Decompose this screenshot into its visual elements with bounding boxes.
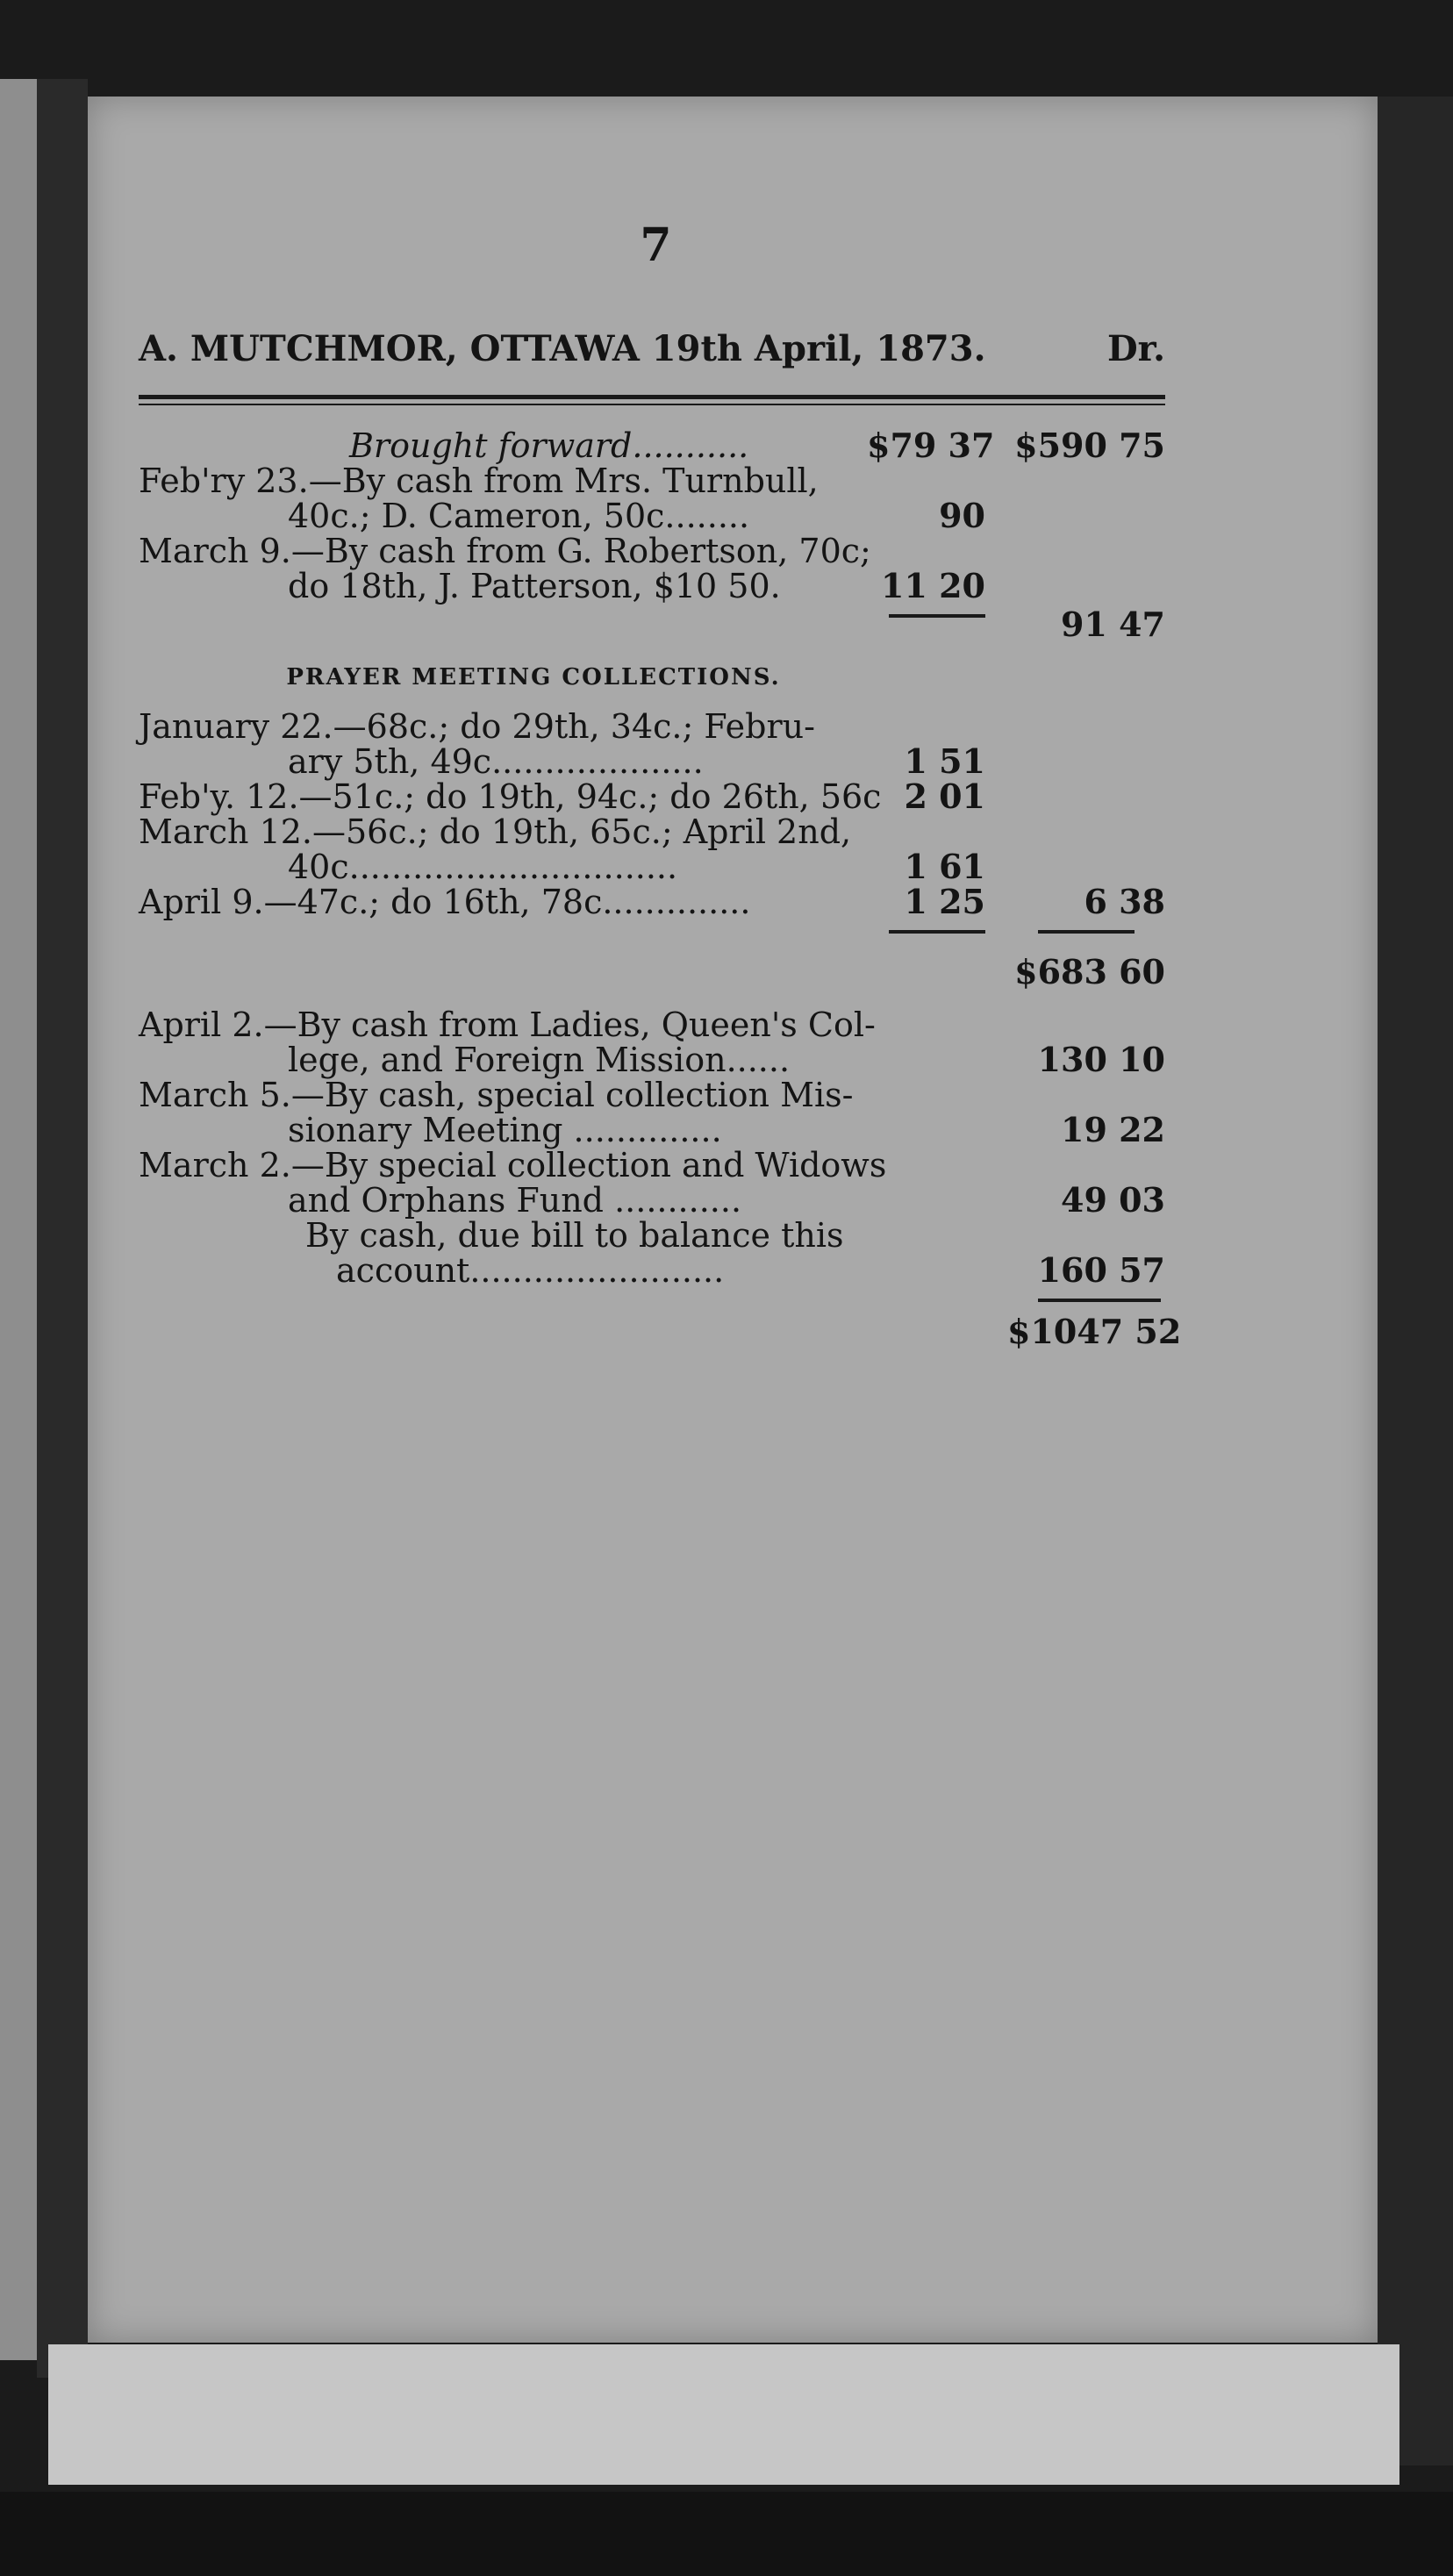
entry-description: Brought forward...........: [349, 426, 749, 465]
entry-description: March 12.—56c.; do 19th, 65c.; April 2nd,: [139, 812, 852, 851]
account-header: [139, 328, 1165, 369]
column-rule: [889, 930, 985, 934]
entry-amount: 1 51: [904, 741, 985, 781]
column-rule: [1038, 1299, 1161, 1302]
entry-description: March 9.—By cash from G. Robertson, 70c;: [139, 532, 871, 570]
bottom-border: [0, 2492, 1453, 2576]
entry-total: 130 10: [1037, 1040, 1165, 1079]
page-number: 7: [640, 218, 673, 272]
entry-description: do 18th, J. Patterson, $10 50.: [288, 567, 781, 605]
entry-total: 19 22: [1061, 1110, 1165, 1149]
entry-amount: $79 37: [867, 426, 995, 465]
column-rule: [1038, 930, 1134, 934]
entry-description: Feb'y. 12.—51c.; do 19th, 94c.; do 26th, 56c: [139, 777, 882, 816]
entry-total: 49 03: [1061, 1180, 1165, 1220]
debit-label: Dr.: [1106, 328, 1165, 369]
entry-description: ary 5th, 49c....................: [288, 742, 704, 781]
left-page-edge: [0, 79, 37, 2360]
entry-description: January 22.—68c.; do 29th, 34c.; Febru-: [139, 707, 815, 746]
entry-description: March 2.—By special collection and Widows: [139, 1146, 887, 1184]
section-heading: PRAYER MEETING COLLECTIONS.: [286, 664, 781, 691]
subtotal-amount: $683 60: [1014, 952, 1165, 991]
entry-total: 91 47: [1061, 605, 1165, 644]
entry-description: April 9.—47c.; do 16th, 78c..............: [139, 883, 751, 921]
entry-description: sionary Meeting ..............: [288, 1111, 722, 1149]
entry-amount: 1 61: [904, 847, 985, 886]
entry-description: account........................: [336, 1251, 725, 1290]
left-gutter: [37, 79, 88, 2378]
entry-total: 160 57: [1037, 1250, 1165, 1290]
entry-description: By cash, due bill to balance this: [305, 1216, 844, 1255]
column-rule: [889, 614, 985, 618]
grand-total: $1047 52: [1007, 1312, 1182, 1351]
entry-amount: 1 25: [904, 882, 985, 921]
right-gutter: [1378, 97, 1453, 2465]
entry-total: 6 38: [1084, 882, 1165, 921]
entry-description: 40c...............................: [288, 848, 678, 886]
header-rule-thick: [139, 395, 1165, 399]
entry-description: lege, and Foreign Mission......: [288, 1041, 791, 1079]
entry-description: 40c.; D. Cameron, 50c........: [288, 497, 750, 535]
entry-amount: 11 20: [881, 566, 985, 605]
header-rule-thin: [139, 404, 1165, 405]
entry-amount: 2 01: [904, 776, 985, 816]
account-title: A. MUTCHMOR, OTTAWA 19th April, 1873.: [139, 328, 986, 369]
bottom-paper-strip: [48, 2344, 1399, 2485]
entry-description: April 2.—By cash from Ladies, Queen's Col-: [139, 1005, 876, 1044]
entry-description: and Orphans Fund ............: [288, 1181, 742, 1220]
entry-description: March 5.—By cash, special collection Mis-: [139, 1076, 854, 1114]
entry-total: $590 75: [1014, 426, 1165, 465]
entry-description: Feb'ry 23.—By cash from Mrs. Turnbull,: [139, 462, 819, 500]
entry-amount: 90: [939, 496, 985, 535]
